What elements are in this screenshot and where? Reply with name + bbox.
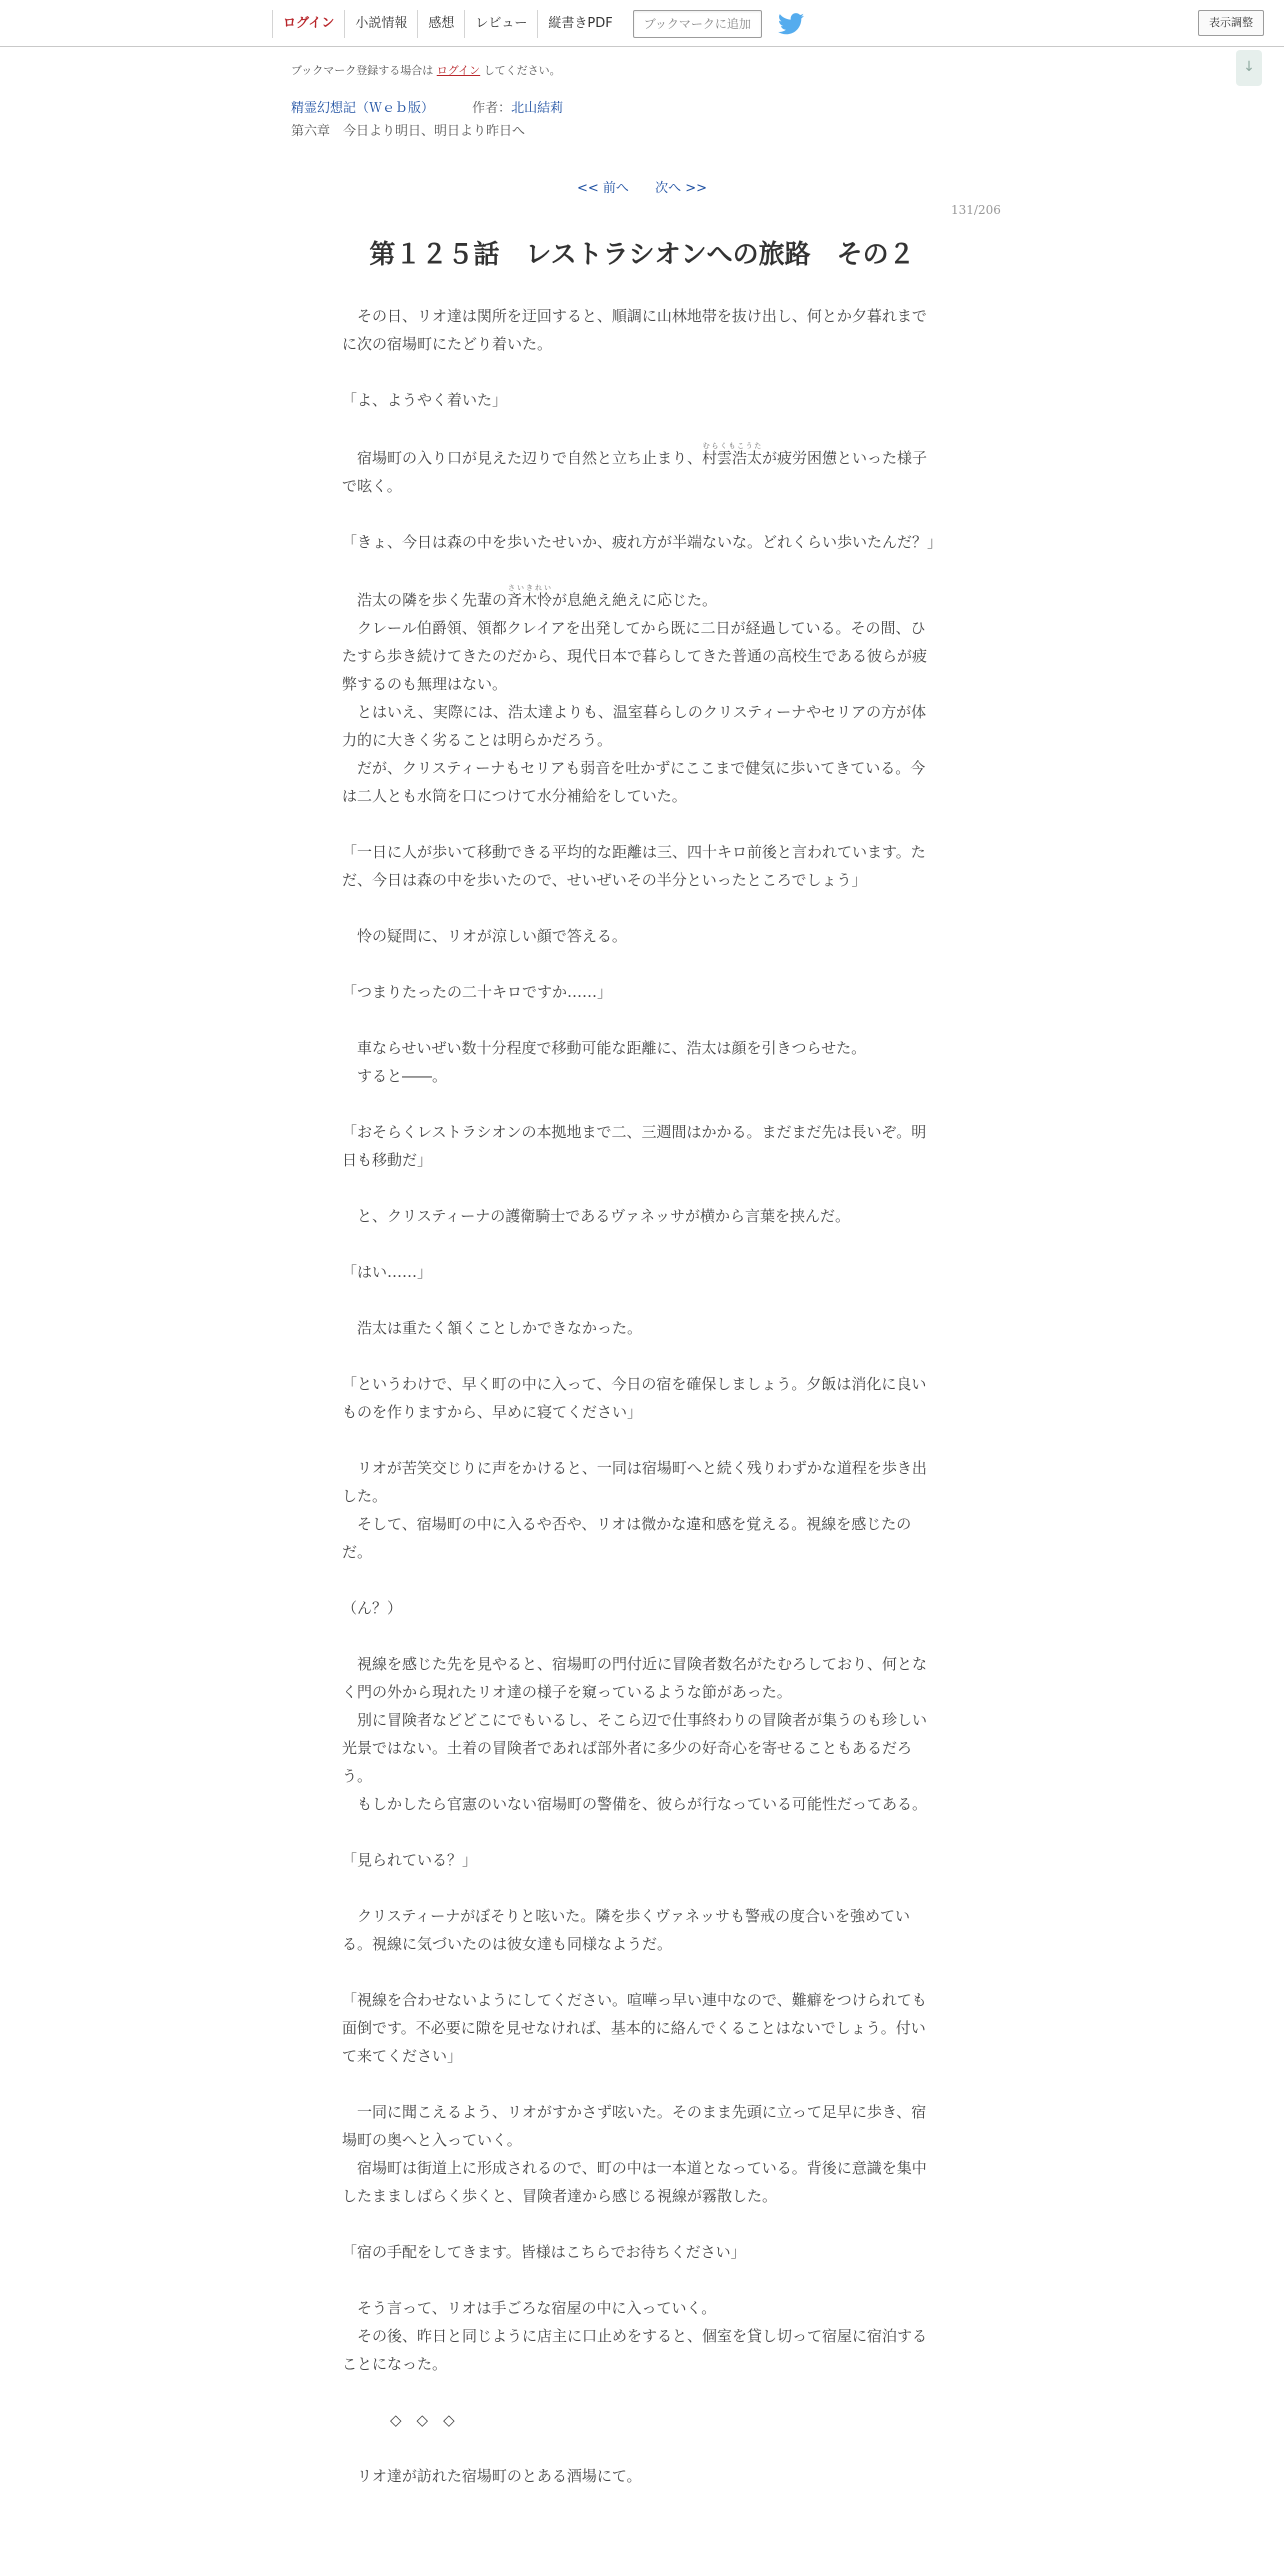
nav-impressions[interactable]: 感想	[417, 10, 464, 38]
add-bookmark-button[interactable]: ブックマークに追加	[633, 10, 762, 38]
paragraph: だが、クリスティーナもセリアも弱音を吐かずにここまで健気に歩いてきている。今は二人とも水筒を口につけて水分補給をしていた。	[342, 759, 926, 805]
paragraph: 怜の疑問に、リオが涼しい顔で答える。	[342, 927, 627, 945]
novel-title-link[interactable]: 精霊幻想記（Ｗｅｂ版）	[291, 101, 435, 116]
paragraph: その日、リオ達は関所を迂回すると、順調に山林地帯を抜け出し、何とか夕暮れまでに次の宿場町にたどり着いた。	[342, 307, 927, 353]
paragraph: 宿場町は街道上に形成されるので、町の中は一本道となっている。背後に意識を集中したまましばらく歩くと、冒険者達から感じる視線が霧散した。	[342, 2159, 927, 2205]
paragraph: 「見られている？」	[342, 1851, 478, 1869]
paragraph: 浩太の隣を歩く先輩の斉木怜さいきれいが息絶え絶えに応じた。	[342, 584, 718, 609]
episode-title: 第１２５話 レストラシオンへの旅路 その２	[369, 240, 915, 270]
paragraph: 車ならせいぜい数十分程度で移動可能な距離に、浩太は顔を引きつらせた。	[342, 1039, 867, 1057]
paragraph: リオ達が訪れた宿場町のとある酒場にて。	[342, 2467, 642, 2485]
author-link[interactable]: 北山結莉	[511, 101, 564, 116]
paragraph: 一同に聞こえるよう、リオがすかさず呟いた。そのまま先頭に立って足早に歩き、宿場町の奥へと入っていく。	[342, 2103, 927, 2149]
paragraph: 「よ、ようやく着いた」	[342, 391, 508, 409]
scene-separator: ◇ ◇ ◇	[390, 2411, 455, 2429]
bookmark-login-note	[291, 62, 561, 78]
paragraph: 「というわけで、早く町の中に入って、今日の宿を確保しましょう。夕飯は消化に良いものを作りますから、早めに寝てください」	[342, 1375, 927, 1421]
paragraph: と、クリスティーナの護衛騎士であるヴァネッサが横から言葉を挟んだ。	[342, 1207, 851, 1225]
chapter-title: 第六章 今日より明日、明日より昨日へ	[291, 124, 526, 139]
scroll-down-button[interactable]: ↓	[1236, 50, 1262, 86]
nav-novel-info[interactable]: 小説情報	[344, 10, 417, 38]
bookmark-note-text-end: してください。	[483, 64, 561, 77]
paragraph: リオが苦笑交じりに声をかけると、一同は宿場町へと続く残りわずかな道程を歩き出した。	[342, 1459, 927, 1505]
paragraph: すると――。	[342, 1067, 448, 1085]
ruby-name: 村雲浩太むらくもこうた	[702, 442, 763, 467]
paragraph: 別に冒険者などどこにでもいるし、そこら辺で仕事終わりの冒険者が集うのも珍しい光景ではない。土着の冒険者であれば部外者に多少の好奇心を寄せることもあるだろう。	[342, 1711, 928, 1785]
paragraph: もしかしたら官憲のいない宿場町の警備を、彼らが行なっている可能性だってある。	[342, 1795, 928, 1813]
paragraph: 「きょ、今日は森の中を歩いたせいか、疲れ方が半端ないな。どれくらい歩いたんだ？」	[342, 533, 943, 551]
paragraph: 「おそらくレストラシオンの本拠地まで二、三週間はかかる。まだまだ先は長いぞ。明日も移動だ」	[342, 1123, 927, 1169]
top-navigation-bar	[0, 0, 1284, 47]
paragraph: クリスティーナがぼそりと呟いた。隣を歩くヴァネッサも警戒の度合いを強めている。視線に気づいたのは彼女達も同様なようだ。	[342, 1907, 911, 1953]
novel-info-line	[291, 97, 563, 116]
paragraph: 「はい……」	[342, 1263, 433, 1281]
nav-vertical-pdf[interactable]: 縦書きPDF	[537, 10, 622, 38]
paragraph: とはいえ、実際には、浩太達よりも、温室暮らしのクリスティーナやセリアの方が体力的に大きく劣ることは明らかだろう。	[342, 703, 927, 749]
paragraph: 浩太は重たく頷くことしかできなかった。	[342, 1319, 643, 1337]
bookmark-note-text: ブックマーク登録する場合は	[291, 64, 434, 77]
episode-pager	[0, 177, 1284, 196]
author-label: 作者：	[472, 101, 512, 116]
paragraph: 「つまりたったの二十キロですか……」	[342, 983, 613, 1001]
paragraph: 宿場町の入り口が見えた辺りで自然と立ち止まり、村雲浩太むらくもこうたが疲労困憊といった様子で呟く。	[342, 442, 928, 495]
story-body	[342, 302, 943, 2490]
twitter-bird-icon[interactable]	[778, 13, 804, 35]
paragraph: 「宿の手配をしてきます。皆様はこちらでお待ちください」	[342, 2243, 746, 2261]
paragraph: 「一日に人が歩いて移動できる平均的な距離は三、四十キロ前後と言われています。ただ、今日は森の中を歩いたので、せいぜいその半分といったところでしょう」	[342, 843, 926, 889]
episode-count: 131/206	[951, 203, 1001, 217]
global-nav	[272, 10, 804, 38]
paragraph: 視線を感じた先を見やると、宿場町の門付近に冒険者数名がたむろしており、何となく門の外から現れたリオ達の様子を窺っているような節があった。	[342, 1655, 928, 1701]
paragraph: そう言って、リオは手ごろな宿屋の中に入っていく。	[342, 2299, 717, 2317]
bookmark-login-link[interactable]: ログイン	[436, 64, 481, 77]
next-episode-link[interactable]: 次へ >>	[655, 181, 707, 196]
paragraph: そして、宿場町の中に入るや否や、リオは微かな違和感を覚える。視線を感じたのだ。	[342, 1515, 912, 1561]
prev-episode-link[interactable]: << 前へ	[577, 181, 629, 196]
nav-login[interactable]: ログイン	[272, 10, 344, 38]
paragraph: （ん？）	[342, 1599, 403, 1617]
nav-review[interactable]: レビュー	[464, 10, 537, 38]
paragraph: その後、昨日と同じように店主に口止めをすると、個室を貸し切って宿屋に宿泊することになった。	[342, 2327, 928, 2373]
display-settings-button[interactable]: 表示調整	[1198, 10, 1264, 36]
paragraph: クレール伯爵領、領都クレイアを出発してから既に二日が経過している。その間、ひたすら歩き続けてきたのだから、現代日本で暮らしてきた普通の高校生である彼らが疲弊するのも無理はない。	[342, 619, 928, 693]
ruby-name: 斉木怜さいきれい	[507, 584, 553, 609]
paragraph: 「視線を合わせないようにしてください。喧嘩っ早い連中なので、難癖をつけられても面倒です。不必要に隙を見せなければ、基本的に絡んでくることはないでしょう。付いて来てください」	[342, 1991, 927, 2065]
